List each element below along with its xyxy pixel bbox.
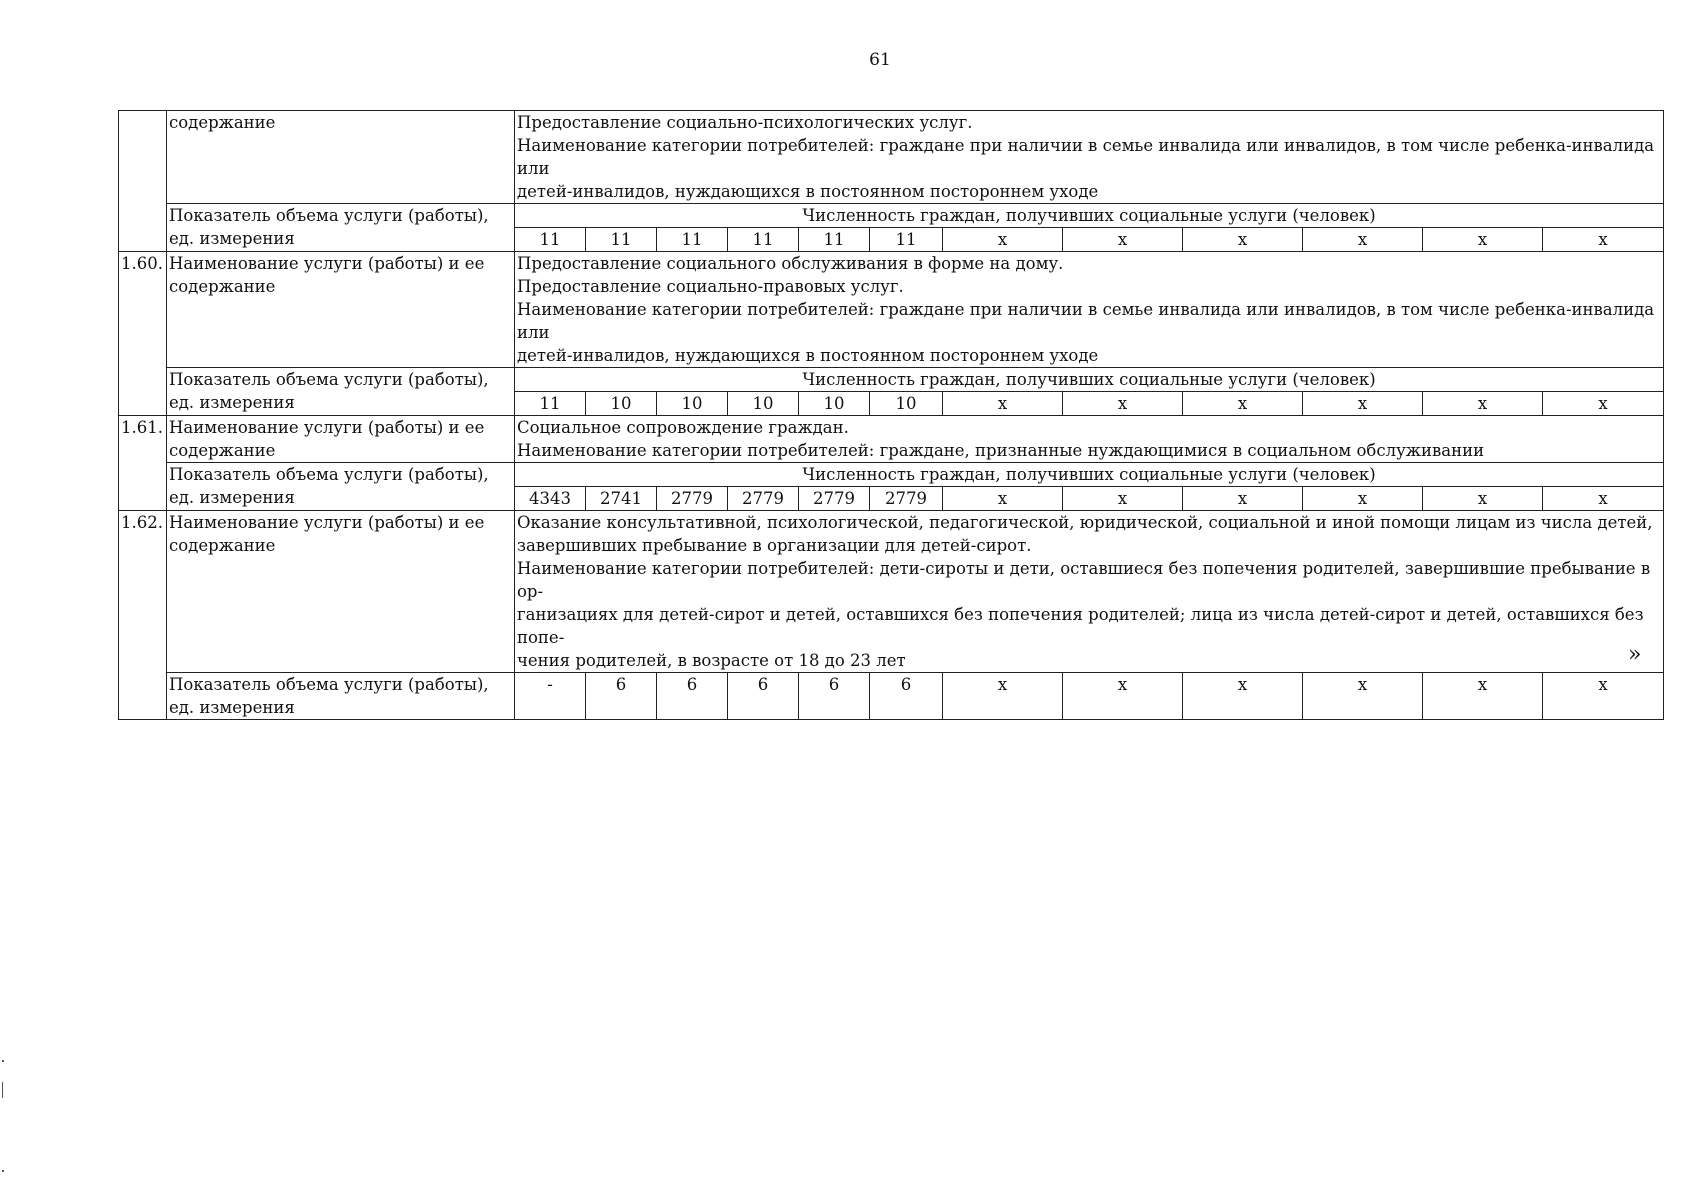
value-cell: 2779 (728, 487, 799, 511)
section-number (119, 111, 167, 252)
content-line: Предоставление социально-психологических услуг. (517, 113, 973, 132)
value-cell: 11 (586, 228, 657, 252)
indicator-label: Показатель объема услуги (работы), ед. измерения (167, 673, 515, 720)
table-body (119, 111, 1664, 720)
value-cell: 10 (870, 392, 943, 416)
value-cell: x (943, 228, 1063, 252)
value-cell: 11 (657, 228, 728, 252)
section-label: Наименование услуги (работы) и ее содержание (167, 416, 515, 463)
content-line: детей-инвалидов, нуждающихся в постоянном постороннем уходе (517, 346, 1099, 365)
section-number: 1.62. (119, 511, 167, 720)
value-cell: 6 (586, 673, 657, 720)
value-cell: x (1423, 392, 1543, 416)
section-content (515, 511, 1664, 673)
content-line: детей-инвалидов, нуждающихся в постоянном постороннем уходе (517, 182, 1099, 201)
section-content (515, 252, 1664, 368)
value-cell: 11 (515, 228, 586, 252)
indicator-banner: Численность граждан, получивших социальные услуги (человек) (515, 368, 1664, 392)
content-line: Наименование категории потребителей: граждане при наличии в семье инвалида или инвалидов, в том числе ребенка-инвалида или (517, 300, 1655, 342)
value-cell: 11 (870, 228, 943, 252)
value-cell: 2741 (586, 487, 657, 511)
section-number: 1.60. (119, 252, 167, 416)
value-cell: 10 (657, 392, 728, 416)
value-cell: 6 (728, 673, 799, 720)
content-line: завершивших пребывание в организации для детей-сирот. (517, 536, 1032, 555)
indicator-label: Показатель объема услуги (работы), ед. измерения (167, 463, 515, 511)
section-label: Наименование услуги (работы) и ее содержание (167, 252, 515, 368)
value-cell: x (1543, 392, 1664, 416)
closing-quote-mark: » (1628, 642, 1642, 667)
section-label: содержание (167, 111, 515, 204)
value-cell: x (1063, 228, 1183, 252)
value-cell: x (1303, 392, 1423, 416)
value-cell: x (1183, 392, 1303, 416)
content-line: Предоставление социального обслуживания в форме на дому. (517, 254, 1064, 273)
value-cell: 4343 (515, 487, 586, 511)
value-cell: 11 (728, 228, 799, 252)
section-content (515, 416, 1664, 463)
value-cell: x (1183, 487, 1303, 511)
value-cell: 2779 (799, 487, 870, 511)
indicator-row (119, 673, 1664, 720)
content-line: Предоставление социально-правовых услуг. (517, 277, 904, 296)
value-cell: 2779 (657, 487, 728, 511)
value-cell: x (943, 392, 1063, 416)
value-cell: 11 (515, 392, 586, 416)
indicator-banner: Численность граждан, получивших социальные услуги (человек) (515, 204, 1664, 228)
indicator-label: Показатель объема услуги (работы), ед. измерения (167, 204, 515, 252)
content-line: Оказание консультативной, психологической, педагогической, юридической, социальной и иной помощи лицам из числа детей, (517, 513, 1653, 532)
indicator-banner: Численность граждан, получивших социальные услуги (человек) (515, 463, 1664, 487)
value-cell: x (1543, 673, 1664, 720)
scan-artifact (2, 1082, 3, 1098)
value-cell: x (1183, 673, 1303, 720)
content-line: Наименование категории потребителей: дети-сироты и дети, оставшиеся без попечения родителей, завершившие пребывание в ор- (517, 559, 1651, 601)
value-cell: x (943, 673, 1063, 720)
value-cell: x (1303, 673, 1423, 720)
content-line: Социальное сопровождение граждан. (517, 418, 849, 437)
value-cell: 6 (870, 673, 943, 720)
value-cell: 10 (799, 392, 870, 416)
section-row (119, 416, 1664, 463)
scan-artifact (2, 1170, 4, 1172)
value-cell: - (515, 673, 586, 720)
section-label: Наименование услуги (работы) и ее содержание (167, 511, 515, 673)
value-cell: x (1303, 228, 1423, 252)
value-cell: 6 (799, 673, 870, 720)
content-line: чения родителей, в возрасте от 18 до 23 лет (517, 651, 906, 670)
value-cell: 10 (728, 392, 799, 416)
value-cell: x (1303, 487, 1423, 511)
value-cell: x (1183, 228, 1303, 252)
value-cell: x (1543, 228, 1664, 252)
value-cell: x (1423, 228, 1543, 252)
section-number: 1.61. (119, 416, 167, 511)
page-number: 61 (869, 50, 891, 70)
value-cell: x (1063, 392, 1183, 416)
value-cell: 6 (657, 673, 728, 720)
value-cell: x (1063, 487, 1183, 511)
section-row (119, 252, 1664, 368)
section-row (119, 111, 1664, 204)
indicator-row (119, 204, 1664, 228)
value-cell: x (1423, 673, 1543, 720)
value-cell: x (1543, 487, 1664, 511)
indicator-row (119, 368, 1664, 392)
section-row (119, 511, 1664, 673)
value-cell: x (1423, 487, 1543, 511)
value-cell: 10 (586, 392, 657, 416)
services-table (118, 110, 1664, 720)
content-line: Наименование категории потребителей: граждане, признанные нуждающимися в социальном обслуживании (517, 441, 1485, 460)
section-content (515, 111, 1664, 204)
scan-artifact (2, 1060, 4, 1062)
value-cell: 2779 (870, 487, 943, 511)
content-line: ганизациях для детей-сирот и детей, оставшихся без попечения родителей; лица из числа детей-сирот и детей, оставшихся без попе- (517, 605, 1644, 647)
content-line: Наименование категории потребителей: граждане при наличии в семье инвалида или инвалидов, в том числе ребенка-инвалида или (517, 136, 1655, 178)
indicator-row (119, 463, 1664, 487)
value-cell: x (943, 487, 1063, 511)
value-cell: 11 (799, 228, 870, 252)
value-cell: x (1063, 673, 1183, 720)
indicator-label: Показатель объема услуги (работы), ед. измерения (167, 368, 515, 416)
